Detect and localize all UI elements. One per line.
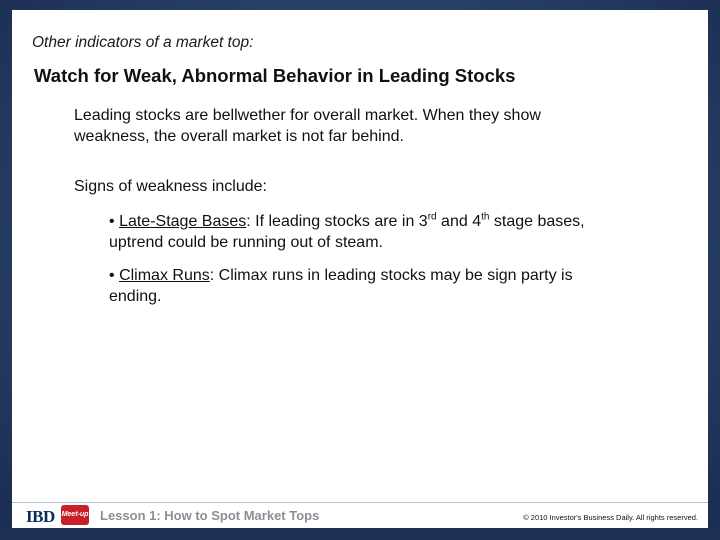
- bullet-text: : If leading stocks are in 3: [246, 213, 428, 230]
- meetup-badge-icon: Meet-up: [61, 505, 89, 525]
- bullet-term: Late-Stage Bases: [119, 213, 247, 230]
- intro-paragraph: Leading stocks are bellwether for overall market. When they show weakness, the overall market is not far behind.: [74, 107, 541, 145]
- bullet-marker: •: [109, 267, 115, 284]
- lesson-title: Lesson 1: How to Spot Market Tops: [100, 508, 320, 523]
- slide-subtitle: Other indicators of a market top:: [32, 34, 254, 51]
- bullet-marker: •: [109, 213, 115, 230]
- bullet-text: stage bases, uptrend could be running out of steam.: [109, 213, 585, 251]
- signs-heading: Signs of weakness include:: [74, 178, 267, 195]
- bullet-climax-runs: [109, 265, 609, 307]
- copyright-notice: © 2010 Investor's Business Daily. All rights reserved.: [523, 513, 698, 522]
- bullet-text: and 4: [436, 213, 482, 230]
- bullet-late-stage-bases: [109, 211, 609, 253]
- slide-footer: [12, 502, 708, 529]
- bullet-text: : Climax runs in leading stocks may be sign party is ending.: [109, 267, 573, 305]
- bottom-bar: [0, 528, 720, 540]
- slide-content: [12, 10, 708, 502]
- superscript: th: [481, 211, 490, 223]
- superscript: rd: [427, 211, 437, 223]
- bullet-term: Climax Runs: [119, 267, 210, 284]
- slide-title: Watch for Weak, Abnormal Behavior in Leading Stocks: [34, 65, 516, 86]
- ibd-logo: IBD: [26, 507, 55, 526]
